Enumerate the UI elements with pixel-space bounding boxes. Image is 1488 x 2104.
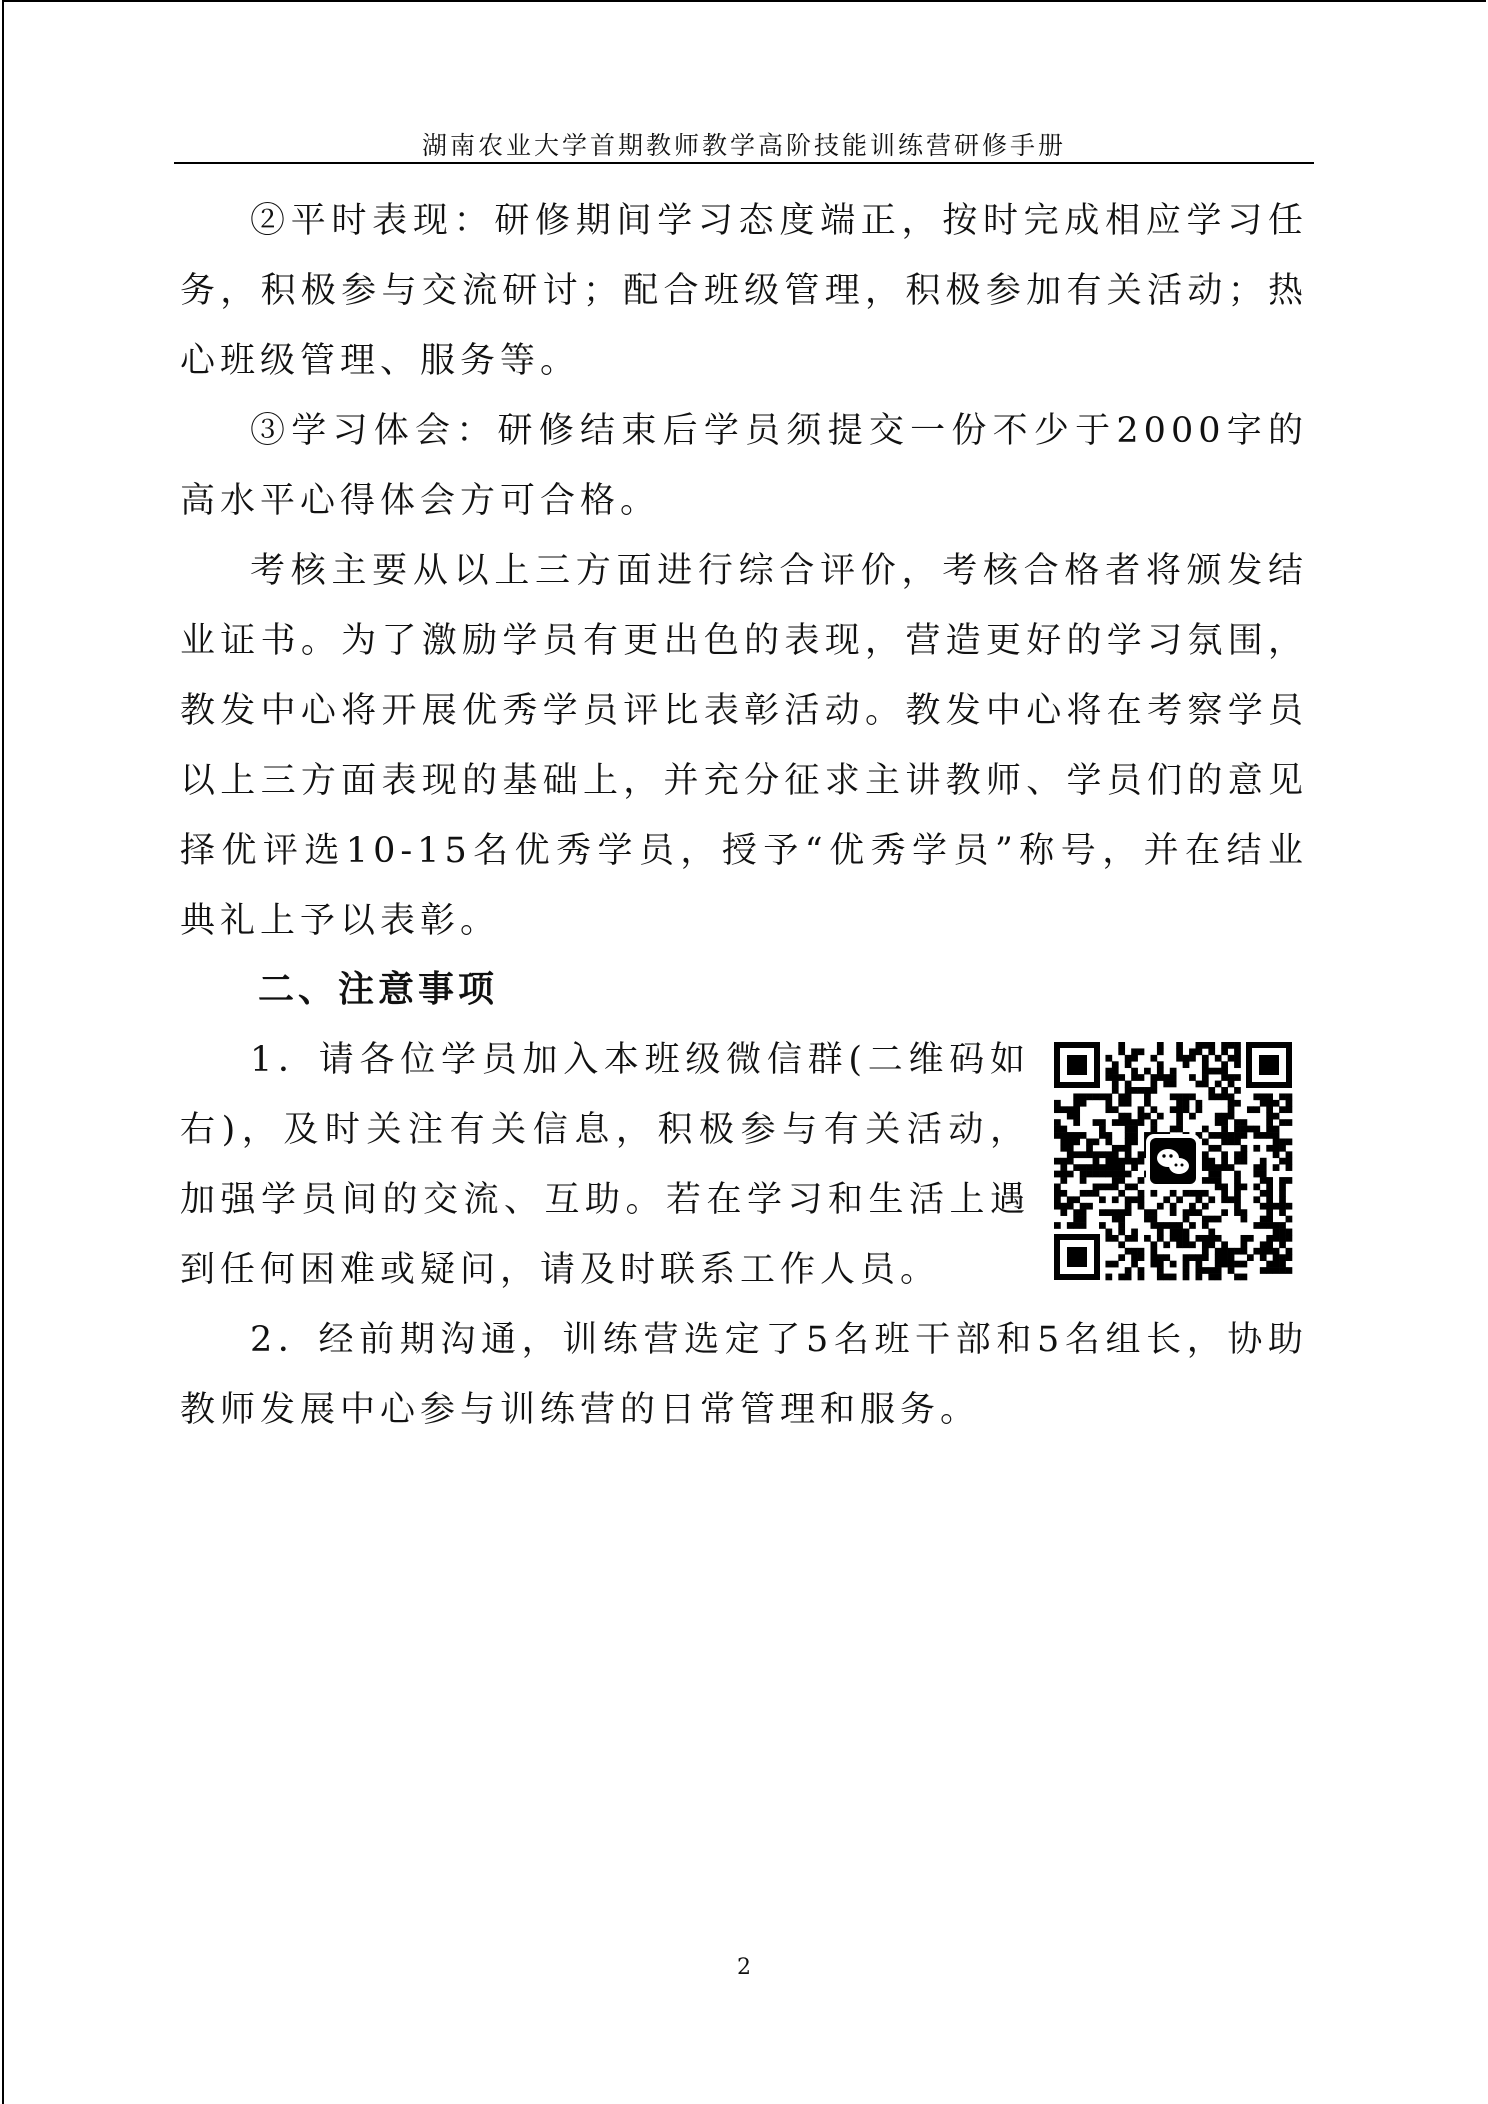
- note-item-1: [180, 1025, 1030, 1305]
- qr-finder-top-left: [1054, 1042, 1100, 1088]
- wechat-group-qr-code: [1050, 1038, 1296, 1284]
- note-item-1-text: 1．请各位学员加入本班级微信群(二维码如右)，及时关注有关信息，积极参与有关活动，加强学员间的交流、互助。若在学习和生活上遇到任何困难或疑问，请及时联系工作人员。: [180, 1040, 1030, 1290]
- header-title: 湖南农业大学首期教师教学高阶技能训练营研修手册: [421, 131, 1066, 160]
- section-title-notes: 二、注意事项: [258, 969, 499, 1010]
- assessment-section: [180, 186, 1308, 956]
- wechat-icon: [1146, 1134, 1200, 1188]
- paragraph-evaluation: 考核主要从以上三方面进行综合评价，考核合格者将颁发结业证书。为了激励学员有更出色的表现，营造更好的学习氛围，教发中心将开展优秀学员评比表彰活动。教发中心将在考察学员以上三方面表现的基础上，并充分征求主讲教师、学员们的意见择优评选10-15名优秀学员，授予“优秀学员”称号，并在结业典礼上予以表彰。: [180, 551, 1308, 941]
- paragraph-daily-performance: ②平时表现：研修期间学习态度端正，按时完成相应学习任务，积极参与交流研讨；配合班级管理，积极参加有关活动；热心班级管理、服务等。: [180, 201, 1308, 381]
- page-header: [174, 122, 1314, 164]
- page-number: 2: [737, 1955, 751, 1980]
- qr-finder-top-right: [1246, 1042, 1292, 1088]
- note-item-2: [180, 1305, 1308, 1445]
- qr-finder-bottom-left: [1054, 1234, 1100, 1280]
- note-item-2-text: 2．经前期沟通，训练营选定了5名班干部和5名组长，协助教师发展中心参与训练营的日常管理和服务。: [180, 1320, 1308, 1430]
- paragraph-learning-reflection: ③学习体会：研修结束后学员须提交一份不少于2000字的高水平心得体会方可合格。: [180, 411, 1308, 521]
